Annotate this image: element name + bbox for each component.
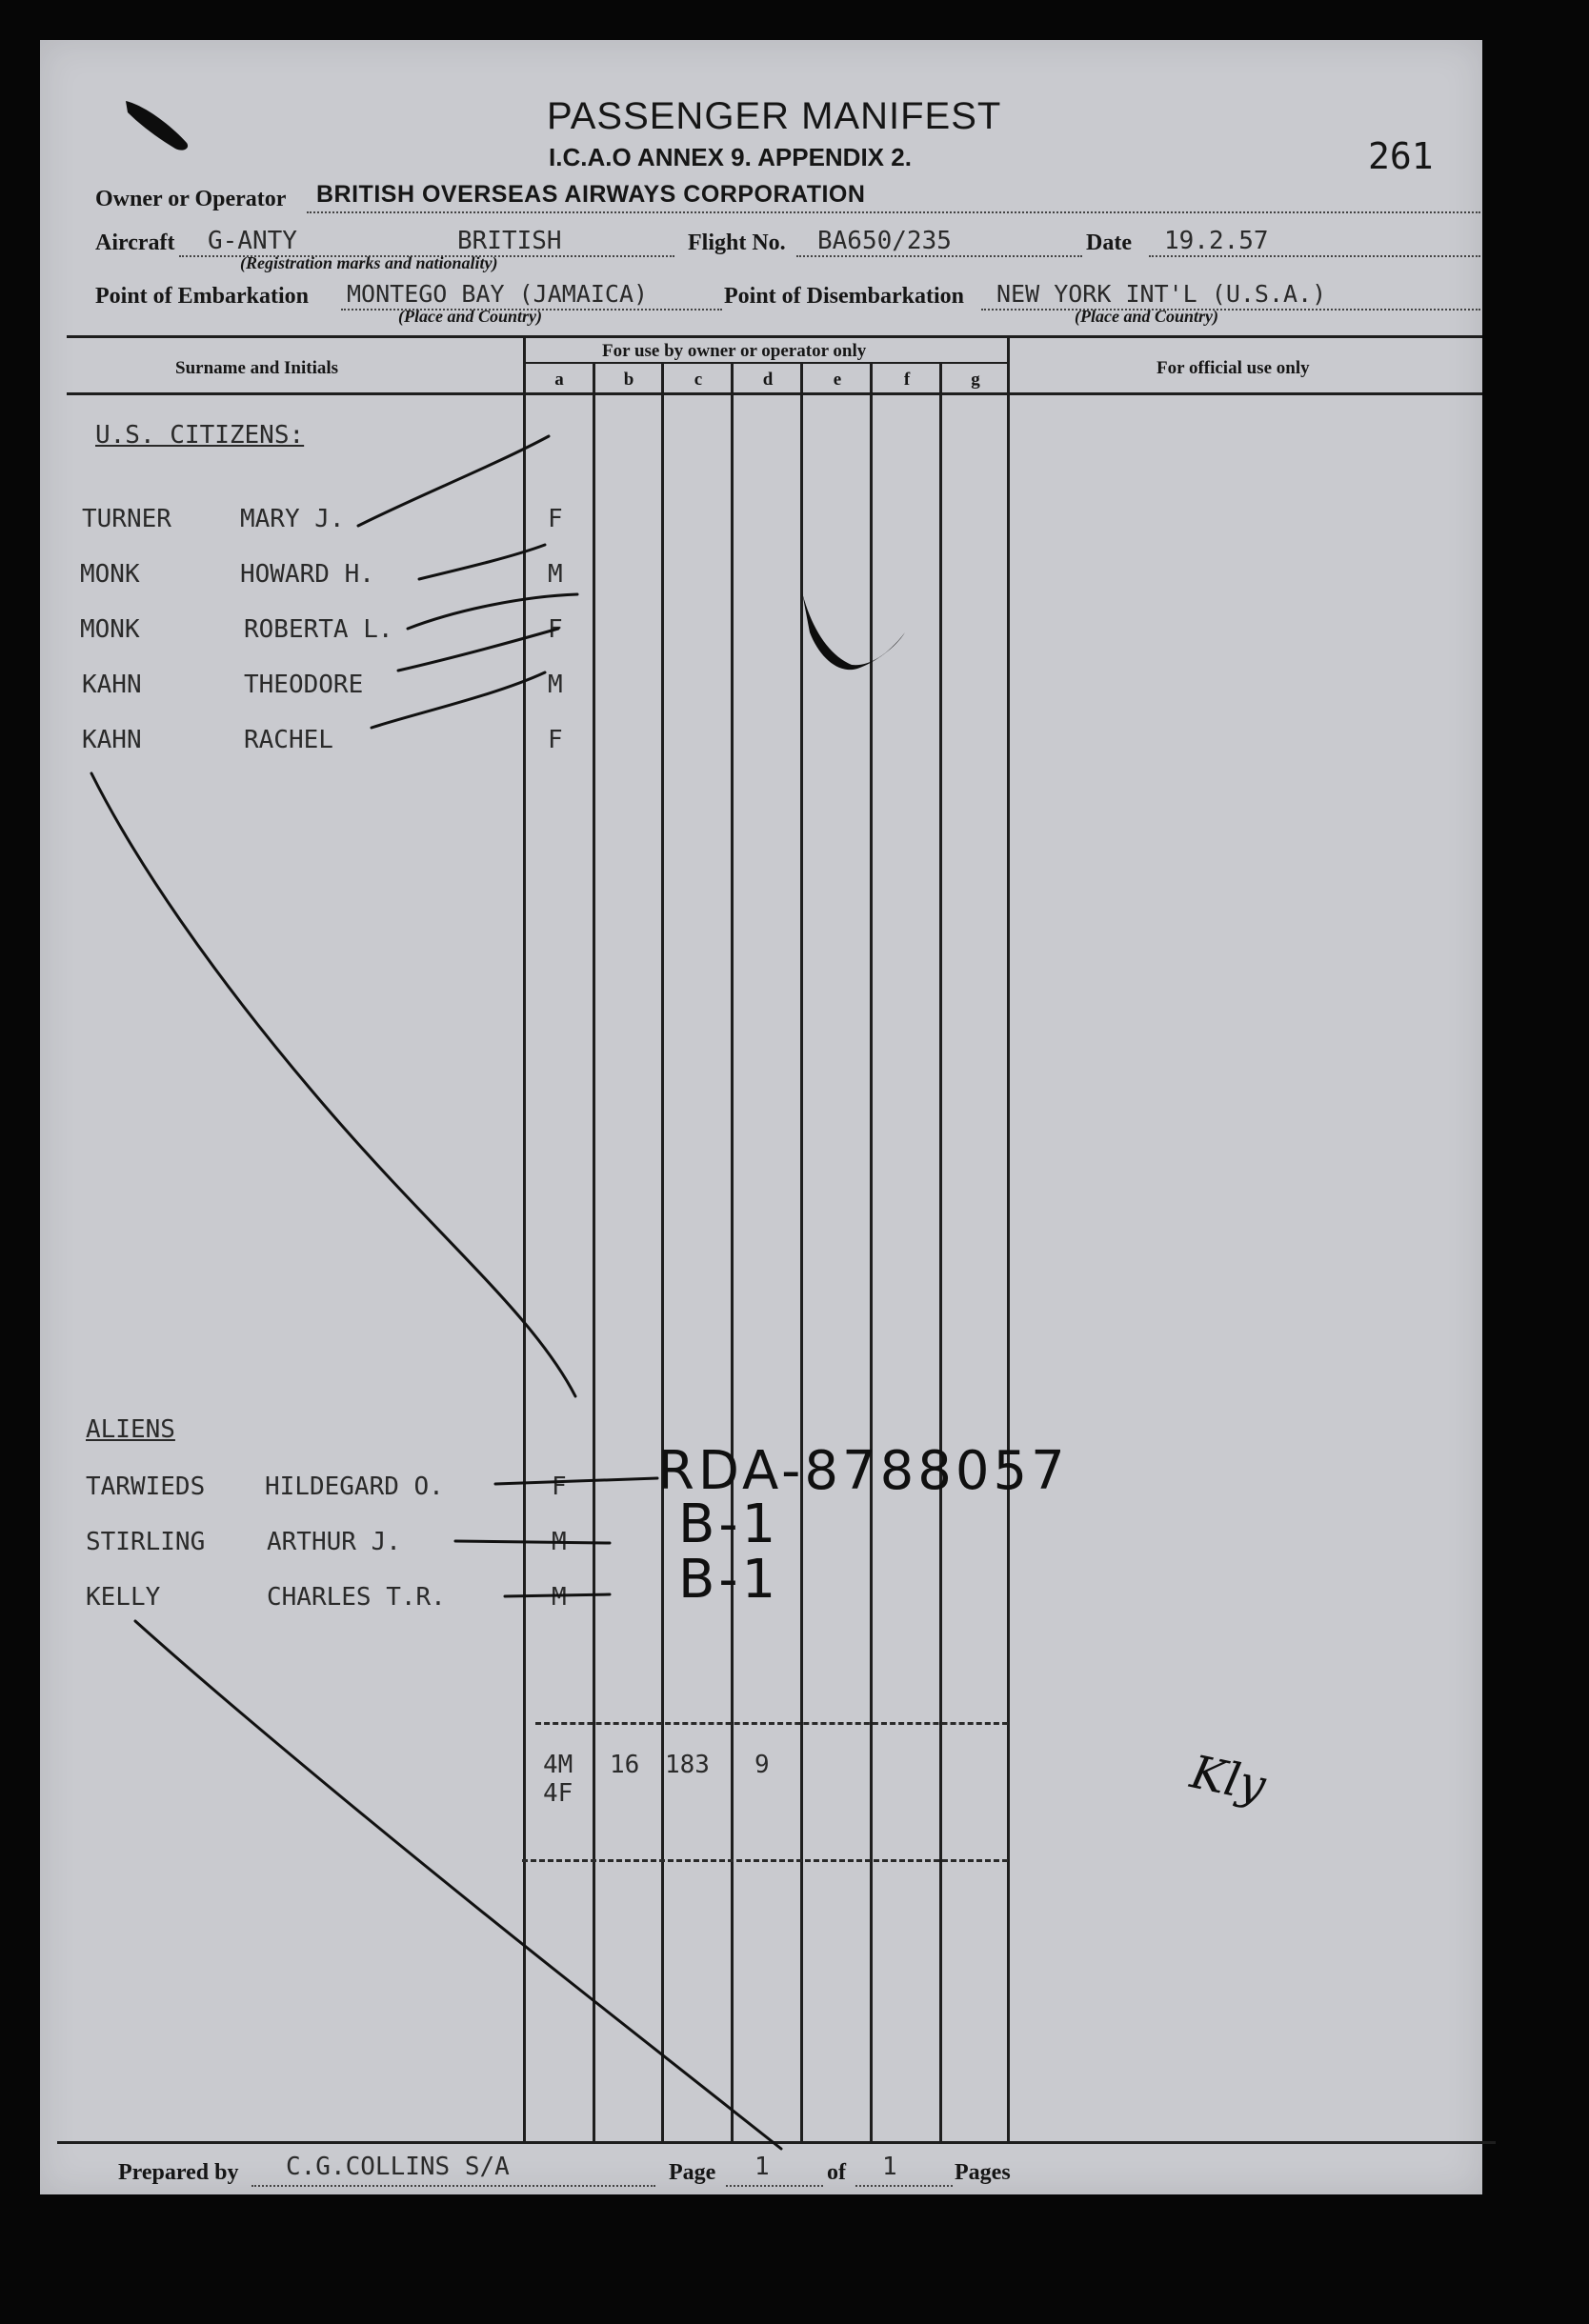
passenger-sex: M	[548, 560, 563, 589]
passenger-surname: KAHN	[82, 671, 142, 699]
diagonal-cancel-line	[91, 773, 575, 1396]
pages-label: Pages	[955, 2160, 1011, 2185]
passenger-given-name: HOWARD H.	[240, 560, 374, 589]
aircraft-nationality: BRITISH	[457, 227, 562, 255]
of-value: 1	[882, 2153, 897, 2181]
aliens-heading: ALIENS	[86, 1415, 175, 1444]
embarkation-caption: (Place and Country)	[398, 307, 542, 326]
form-subtitle: I.C.A.O ANNEX 9. APPENDIX 2.	[549, 143, 912, 171]
passenger-sex: F	[548, 505, 563, 533]
passenger-given-name: ARTHUR J.	[267, 1528, 401, 1556]
passenger-surname: KELLY	[86, 1583, 161, 1612]
embarkation-value: MONTEGO BAY (JAMAICA)	[347, 280, 649, 308]
passenger-given-name: CHARLES T.R.	[267, 1583, 446, 1612]
passenger-surname: MONK	[80, 560, 140, 589]
passenger-sex: F	[548, 726, 563, 754]
passenger-given-name: RACHEL	[244, 726, 333, 754]
passenger-sex: F	[548, 615, 563, 644]
us-citizens-heading: U.S. CITIZENS:	[95, 421, 305, 450]
total-d: 9	[754, 1751, 770, 1779]
strike-line	[358, 436, 549, 526]
diagonal-cancel-line	[135, 1621, 781, 2149]
official-entry-handwritten: B-1	[678, 1549, 780, 1611]
strike-line	[505, 1594, 610, 1596]
strike-line	[455, 1541, 610, 1543]
owner-use-header: For use by owner or operator only	[602, 341, 867, 361]
official-entry-handwritten: B-1	[678, 1493, 780, 1555]
passenger-surname: MONK	[80, 615, 140, 644]
passenger-given-name: HILDEGARD O.	[265, 1473, 444, 1501]
passenger-given-name: MARY J.	[240, 505, 345, 533]
of-label: of	[827, 2160, 846, 2185]
page-label: Page	[669, 2160, 716, 2185]
strike-line	[495, 1478, 657, 1484]
passenger-sex: M	[552, 1583, 567, 1612]
total-b: 16	[610, 1751, 640, 1779]
strike-line	[408, 594, 577, 629]
aircraft-registration: G-ANTY	[208, 227, 297, 255]
total-c: 183	[665, 1751, 710, 1779]
column-header-d: d	[762, 370, 774, 390]
column-header-f: f	[903, 370, 911, 390]
disembarkation-caption: (Place and Country)	[1075, 307, 1218, 326]
passenger-sex: M	[552, 1528, 567, 1556]
prepared-by-label: Prepared by	[118, 2160, 239, 2185]
owner-value: BRITISH OVERSEAS AIRWAYS CORPORATION	[316, 181, 866, 208]
page-stamp-number: 261	[1368, 135, 1434, 177]
official-use-header: For official use only	[1157, 358, 1310, 378]
aircraft-caption: (Registration marks and nationality)	[240, 253, 498, 272]
strike-line	[398, 629, 558, 671]
flight-label: Flight No.	[688, 230, 786, 255]
total-female: 4F	[543, 1779, 573, 1808]
strike-line	[419, 545, 545, 579]
column-header-c: c	[694, 370, 703, 390]
flight-date: 19.2.57	[1164, 227, 1269, 255]
owner-label: Owner or Operator	[95, 187, 287, 211]
ink-blot	[126, 101, 188, 150]
column-header-b: b	[623, 370, 634, 390]
surname-header: Surname and Initials	[175, 358, 339, 378]
passenger-given-name: THEODORE	[244, 671, 364, 699]
passenger-surname: KAHN	[82, 726, 142, 754]
passenger-surname: STIRLING	[86, 1528, 206, 1556]
prepared-by-value: C.G.COLLINS S/A	[286, 2153, 510, 2181]
form-title: PASSENGER MANIFEST	[547, 95, 1002, 137]
date-label: Date	[1086, 230, 1132, 255]
ink-blot	[802, 592, 905, 670]
flight-number: BA650/235	[817, 227, 952, 255]
passenger-given-name: ROBERTA L.	[244, 615, 393, 644]
official-entry-handwritten: RDA-8788057	[657, 1440, 1069, 1502]
column-header-e: e	[833, 370, 842, 390]
passenger-surname: TURNER	[82, 505, 171, 533]
page-value: 1	[754, 2153, 770, 2181]
embarkation-label: Point of Embarkation	[95, 284, 310, 309]
disembarkation-label: Point of Disembarkation	[724, 284, 964, 309]
disembarkation-value: NEW YORK INT'L (U.S.A.)	[996, 280, 1327, 308]
passenger-sex: M	[548, 671, 563, 699]
total-male: 4M	[543, 1751, 573, 1779]
passenger-surname: TARWIEDS	[86, 1473, 206, 1501]
strike-line	[372, 672, 545, 728]
passenger-sex: F	[552, 1473, 567, 1501]
aircraft-label: Aircraft	[95, 230, 175, 255]
column-header-a: a	[554, 370, 564, 390]
column-header-g: g	[971, 370, 980, 390]
official-initials: Kly	[1186, 1745, 1271, 1813]
